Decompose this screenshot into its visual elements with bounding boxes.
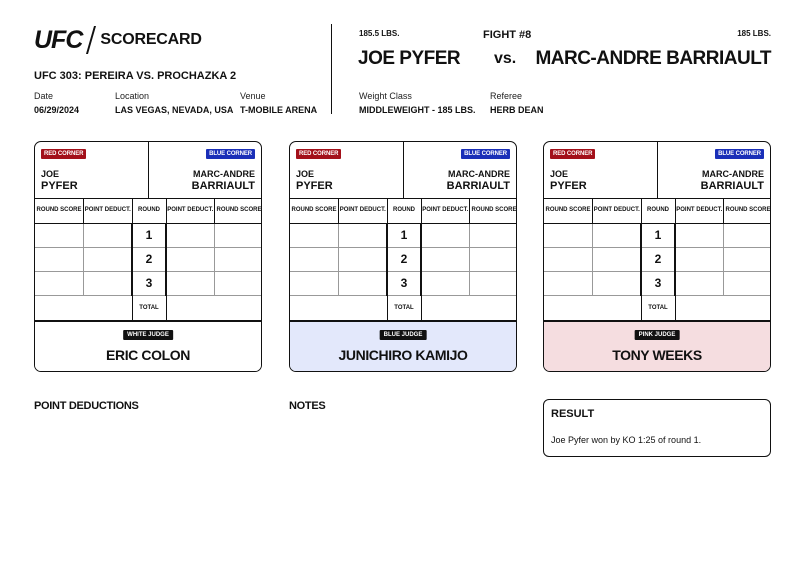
event-title: UFC 303: PEREIRA VS. PROCHAZKA 2 <box>34 70 237 82</box>
score-cell <box>84 247 133 271</box>
round-number: 2 <box>641 247 675 271</box>
score-cell <box>421 247 470 271</box>
judge-badge: PINK JUDGE <box>635 330 680 340</box>
score-cell <box>35 247 84 271</box>
score-cell <box>470 247 518 271</box>
judge-badge: WHITE JUDGE <box>123 330 173 340</box>
notes-heading: NOTES <box>289 400 326 412</box>
corner-divider <box>148 142 149 199</box>
score-cell <box>421 271 470 295</box>
round-number: 1 <box>641 223 675 247</box>
score-cell <box>339 223 388 247</box>
judge-card-white <box>34 141 262 372</box>
date-label: Date <box>34 91 54 101</box>
judge-footer <box>290 321 516 372</box>
score-table <box>35 199 262 321</box>
round-number: 2 <box>132 247 166 271</box>
red-corner-badge: RED CORNER <box>550 149 595 159</box>
score-cell <box>215 247 263 271</box>
score-cell <box>290 247 339 271</box>
judge-footer <box>544 321 770 372</box>
red-total-cell <box>35 295 132 320</box>
score-cell <box>84 223 133 247</box>
blue-corner-badge: BLUE CORNER <box>461 149 510 159</box>
score-cell <box>166 223 215 247</box>
red-corner-badge: RED CORNER <box>41 149 86 159</box>
round-number: 3 <box>387 271 421 295</box>
score-table <box>544 199 771 321</box>
col-header-red-round-score: ROUND SCORE <box>290 199 339 223</box>
blue-last-name: BARRIAULT <box>446 180 510 192</box>
blue-total-cell <box>675 295 771 320</box>
weight-class-label: Weight Class <box>359 91 412 101</box>
corner-divider <box>657 142 658 199</box>
red-first-name: JOE <box>550 169 569 179</box>
red-last-name: PYFER <box>550 180 587 192</box>
score-cell <box>470 271 518 295</box>
score-table <box>290 199 517 321</box>
point-deductions-heading: POINT DEDUCTIONS <box>34 400 139 412</box>
location-label: Location <box>115 91 150 101</box>
header-divider <box>331 24 332 114</box>
location-block <box>115 91 233 115</box>
referee-label: Referee <box>490 91 523 101</box>
score-cell <box>35 223 84 247</box>
col-header-red-point-deduct: POINT DEDUCT. <box>593 199 642 223</box>
blue-first-name: MARC-ANDRE <box>193 169 255 179</box>
red-total-cell <box>290 295 387 320</box>
score-cell <box>470 223 518 247</box>
round-number: 1 <box>387 223 421 247</box>
score-cell <box>215 223 263 247</box>
red-fighter-weight: 185.5 LBS. <box>359 29 400 38</box>
round-number: 3 <box>132 271 166 295</box>
score-cell <box>544 247 593 271</box>
logo-slash-divider <box>86 26 96 54</box>
col-header-round: ROUND <box>387 199 421 223</box>
score-cell <box>675 223 724 247</box>
location-value: LAS VEGAS, NEVADA, USA <box>115 105 234 115</box>
score-cell <box>215 271 263 295</box>
score-cell <box>166 271 215 295</box>
judge-name: JUNICHIRO KAMIJO <box>338 347 468 363</box>
blue-last-name: BARRIAULT <box>191 180 255 192</box>
judge-footer <box>35 321 261 372</box>
vs-label: vs. <box>494 50 517 67</box>
blue-corner-badge: BLUE CORNER <box>206 149 255 159</box>
corners-header <box>544 142 770 199</box>
corner-divider <box>403 142 404 199</box>
blue-fighter-name: MARC-ANDRE BARRIAULT <box>535 48 771 69</box>
score-cell <box>675 271 724 295</box>
red-first-name: JOE <box>41 169 60 179</box>
total-label: TOTAL <box>387 295 421 320</box>
blue-total-cell <box>421 295 517 320</box>
blue-first-name: MARC-ANDRE <box>448 169 510 179</box>
score-cell <box>675 247 724 271</box>
score-cell <box>339 271 388 295</box>
total-label: TOTAL <box>132 295 166 320</box>
result-title: RESULT <box>551 408 595 420</box>
score-cell <box>724 271 772 295</box>
result-text: Joe Pyfer won by KO 1:25 of round 1. <box>551 435 702 445</box>
judge-badge: BLUE JUDGE <box>380 330 427 340</box>
score-cell <box>35 271 84 295</box>
score-cell <box>544 271 593 295</box>
round-number: 3 <box>641 271 675 295</box>
round-number: 2 <box>387 247 421 271</box>
score-cell <box>166 247 215 271</box>
col-header-round: ROUND <box>641 199 675 223</box>
date-block <box>34 91 79 115</box>
referee-block <box>490 91 544 115</box>
total-label: TOTAL <box>641 295 675 320</box>
col-header-red-point-deduct: POINT DEDUCT. <box>339 199 388 223</box>
col-header-blue-round-score: ROUND SCORE <box>215 199 263 223</box>
score-cell <box>593 271 642 295</box>
blue-total-cell <box>166 295 262 320</box>
col-header-red-round-score: ROUND SCORE <box>35 199 84 223</box>
blue-fighter-weight: 185 LBS. <box>737 29 771 38</box>
score-cell <box>290 223 339 247</box>
col-header-blue-point-deduct: POINT DEDUCT. <box>675 199 724 223</box>
judge-name: TONY WEEKS <box>612 347 702 363</box>
score-cell <box>290 271 339 295</box>
blue-first-name: MARC-ANDRE <box>702 169 764 179</box>
referee-value: HERB DEAN <box>490 105 544 115</box>
col-header-blue-point-deduct: POINT DEDUCT. <box>421 199 470 223</box>
col-header-blue-round-score: ROUND SCORE <box>470 199 518 223</box>
score-cell <box>724 247 772 271</box>
col-header-round: ROUND <box>132 199 166 223</box>
blue-corner-badge: BLUE CORNER <box>715 149 764 159</box>
corners-header <box>290 142 516 199</box>
score-cell <box>544 223 593 247</box>
red-last-name: PYFER <box>41 180 78 192</box>
fight-number: FIGHT #8 <box>483 29 532 41</box>
red-first-name: JOE <box>296 169 315 179</box>
venue-label: Venue <box>240 91 266 101</box>
blue-last-name: BARRIAULT <box>700 180 764 192</box>
red-fighter-name: JOE PYFER <box>358 48 461 69</box>
ufc-logo <box>34 25 202 55</box>
score-cell <box>339 247 388 271</box>
corners-header <box>35 142 261 199</box>
weight-class-value: MIDDLEWEIGHT - 185 LBS. <box>359 105 476 115</box>
score-cell <box>421 223 470 247</box>
scorecard-label: SCORECARD <box>100 31 202 48</box>
score-cell <box>593 223 642 247</box>
col-header-red-round-score: ROUND SCORE <box>544 199 593 223</box>
judge-name: ERIC COLON <box>106 347 190 363</box>
logo-ufc-text: UFC <box>34 25 83 54</box>
venue-value: T-MOBILE ARENA <box>240 105 318 115</box>
judge-card-blue <box>289 141 517 372</box>
col-header-blue-round-score: ROUND SCORE <box>724 199 772 223</box>
judge-card-pink <box>543 141 771 372</box>
score-cell <box>593 247 642 271</box>
col-header-red-point-deduct: POINT DEDUCT. <box>84 199 133 223</box>
score-cell <box>84 271 133 295</box>
weight-class-block <box>359 91 476 115</box>
result-box <box>543 399 771 457</box>
venue-block <box>240 91 317 115</box>
date-value: 06/29/2024 <box>34 105 80 115</box>
red-corner-badge: RED CORNER <box>296 149 341 159</box>
red-last-name: PYFER <box>296 180 333 192</box>
red-total-cell <box>544 295 641 320</box>
round-number: 1 <box>132 223 166 247</box>
score-cell <box>724 223 772 247</box>
col-header-blue-point-deduct: POINT DEDUCT. <box>166 199 215 223</box>
